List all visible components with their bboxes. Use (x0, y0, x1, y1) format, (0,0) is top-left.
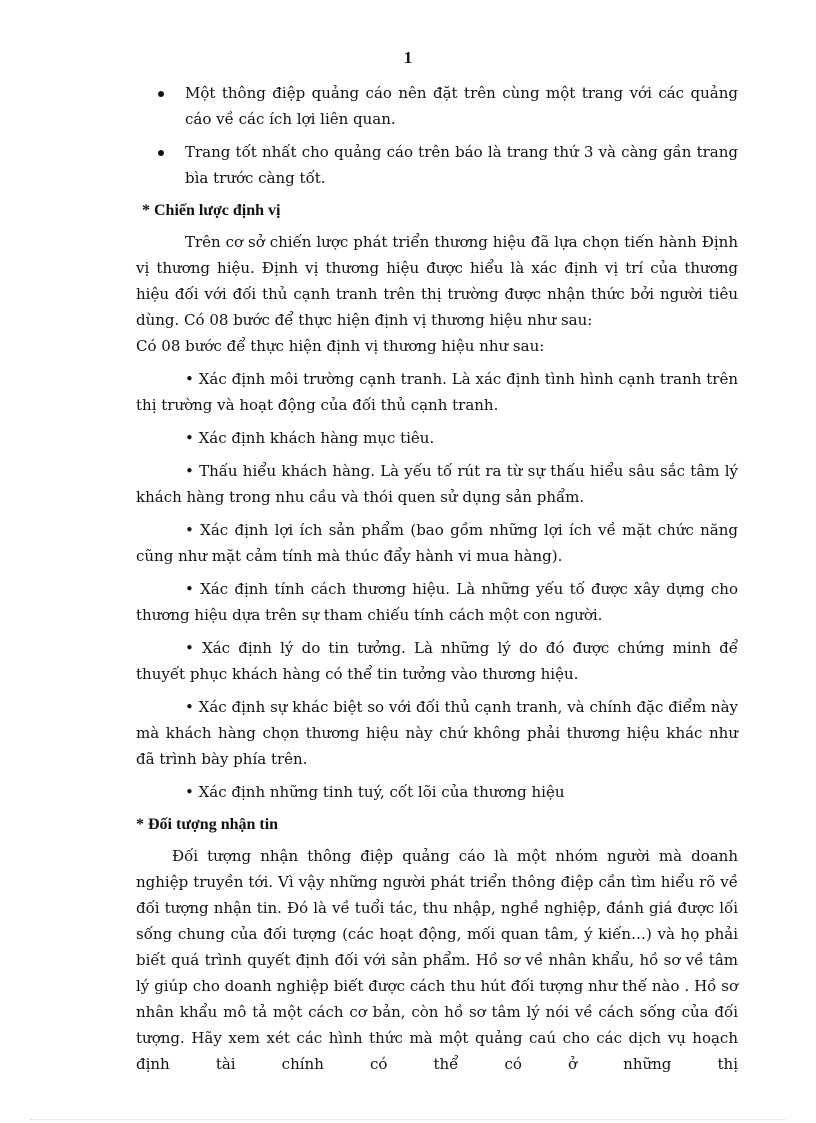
page-bottom-rule (30, 1119, 786, 1120)
section-heading-audience: * Đối tượng nhận tin (136, 816, 279, 833)
section-heading-positioning: * Chiến lược định vị (142, 202, 281, 219)
document-body (136, 80, 738, 1084)
step-item: • Xác định lợi ích sản phẩm (bao gồm những lợi ích về mặt chức năng cũng như mặt cảm tính mà thúc đẩy hành vi mua hàng). (136, 521, 738, 565)
page-number: 1 (403, 48, 413, 67)
audience-body: Đối tượng nhận thông điệp quảng cáo là một nhóm người mà doanh nghiệp truyền tới. Vì vậy những người phát triển thông điệp cần tìm hiểu rõ về đối tượng nhận tin. Đó là về tuổi tác, thu nhập, nghề nghiệp, đánh giá được lối sống chung của đối tượng (các hoạt động, mối quan tâm, ý kiến…) và họ phải biết quá trình quyết định đối với sản phẩm. Hồ sơ về nhân khẩu, hồ sơ về tâm lý giúp cho doanh nghiệp biết được cách thu hút đối tượng như thế nào . Hồ sơ nhân khẩu mô tả một cách cơ bản, còn hồ sơ tâm lý nói về cách sống của đối tượng. Hãy xem xét các hình thức mà một quảng caú cho các dịch vụ hoạch định tài chính có thể có ở những thị (136, 847, 738, 1073)
positioning-intro-repeat: Có 08 bước để thực hiện định vị thương hiệu như sau: (136, 337, 545, 355)
step-item: • Xác định tính cách thương hiệu. Là những yếu tố được xây dựng cho thương hiệu dựa trên sự tham chiếu tính cách một con người. (136, 580, 738, 624)
list-item (136, 139, 738, 191)
bullet-text: Trang tốt nhất cho quảng cáo trên báo là trang thứ 3 và càng gần trang bìa trước càng tốt. (185, 143, 738, 187)
list-item (136, 80, 738, 132)
positioning-intro: Trên cơ sở chiến lược phát triển thương hiệu đã lựa chọn tiến hành Định vị thương hiệu. Định vị thương hiệu được hiểu là xác định vị trí của thương hiệu đối với đối thủ cạnh tranh trên thị trường được nhận thức bởi người tiêu dùng. Có 08 bước để thực hiện định vị thương hiệu như sau: (136, 233, 738, 329)
step-item: • Xác định những tinh tuý, cốt lõi của thương hiệu (185, 783, 565, 801)
step-item: • Xác định khách hàng mục tiêu. (185, 429, 435, 447)
step-item: • Xác định lý do tin tưởng. Là những lý do đó được chứng minh để thuyết phục khách hàng có thể tin tưởng vào thương hiệu. (136, 639, 738, 683)
step-item: • Xác định sự khác biệt so với đối thủ cạnh tranh, và chính đặc điểm này mà khách hàng chọn thương hiệu này chứ không phải thương hiệu khác như đã trình bày phía trên. (136, 698, 738, 768)
bullet-icon (158, 91, 164, 97)
step-item: • Xác định môi trường cạnh tranh. Là xác định tình hình cạnh tranh trên thị trường và hoạt động của đối thủ cạnh tranh. (136, 370, 738, 414)
step-item: • Thấu hiểu khách hàng. Là yếu tố rút ra từ sự thấu hiểu sâu sắc tâm lý khách hàng trong nhu cầu và thói quen sử dụng sản phẩm. (136, 462, 738, 506)
bullet-text: Một thông điệp quảng cáo nên đặt trên cùng một trang với các quảng cáo về các ích lợi liên quan. (185, 84, 738, 128)
bullet-icon (158, 150, 164, 156)
